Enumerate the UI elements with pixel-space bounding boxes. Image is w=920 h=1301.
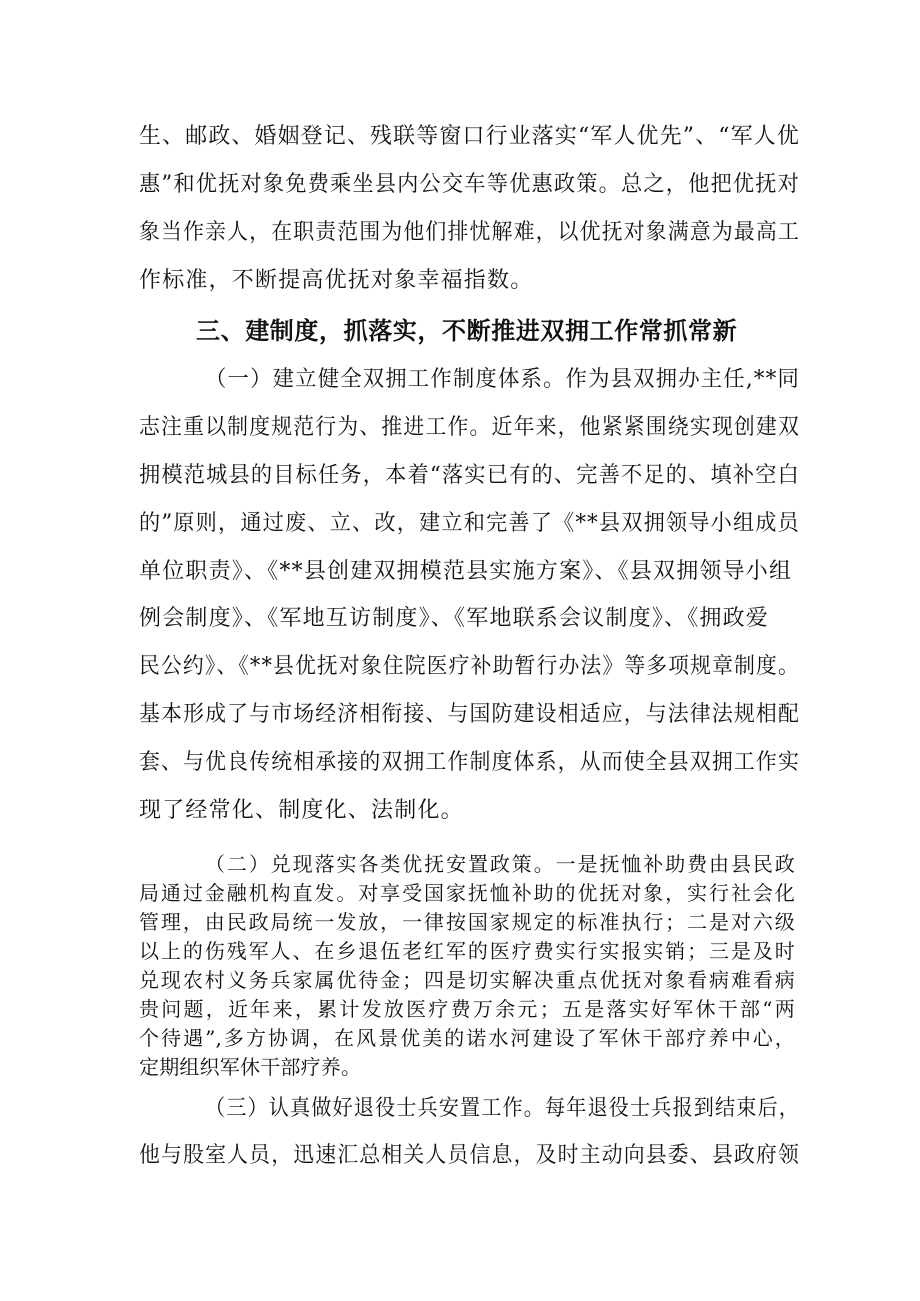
body-text-line: 套、与优良传统相承接的双拥工作制度体系，从而使全县双拥工作实: [139, 750, 801, 775]
body-text-line: 的”原则，通过废、立、改，建立和完善了《**县双拥领导小组成员: [139, 511, 800, 536]
body-text-line: 生、邮政、婚姻登记、残联等窗口行业落实“军人优先”、“军人优: [139, 124, 801, 149]
body-text-line: 以上的伤残军人、在乡退伍老红军的医疗费实行实报实销；三是及时: [139, 939, 795, 963]
body-text-line: 民公约》、《**县优抚对象住院医疗补助暂行办法》等多项规章制度。: [139, 654, 800, 679]
compact-paragraph: [139, 850, 795, 1082]
body-text-line: 象当作亲人，在职责范围为他们排忧解难，以优抚对象满意为最高工: [139, 220, 801, 245]
body-text-line: （三）认真做好退役士兵安置工作。每年退役士兵报到结束后，: [205, 1096, 800, 1121]
body-text-line: 定期组织军休干部疗养。: [139, 1055, 362, 1079]
body-text-line: （二）兑现落实各类优抚安置政策。一是抚恤补助费由县民政: [205, 852, 795, 876]
body-text-line: 单位职责》、《**县创建双拥模范县实施方案》、《县双拥领导小组: [139, 559, 793, 584]
body-text-line: 贵问题，近年来，累计发放医疗费万余元；五是落实好军休干部“两: [139, 997, 795, 1021]
body-text-line: 兑现农村义务兵家属优待金；四是切实解决重点优抚对象看病难看病: [139, 968, 795, 992]
body-text-line: 惠”和优抚对象免费乘坐县内公交车等优惠政策。总之，他把优抚对: [139, 172, 800, 197]
body-text-line: 局通过金融机构直发。对享受国家抚恤补助的优抚对象，实行社会化: [139, 881, 795, 905]
body-text-line: 例会制度》、《军地互访制度》、《军地联系会议制度》、《拥政爱: [139, 606, 770, 631]
body-text-line: 拥模范城县的目标任务，本着“落实已有的、完善不足的、填补空白: [139, 463, 800, 488]
body-text-line: （一）建立健全双拥工作制度体系。作为县双拥办主任,**同: [205, 367, 801, 392]
body-text-line: 志注重以制度规范行为、推进工作。近年来，他紧紧围绕实现创建双: [139, 415, 801, 440]
body-text-line: 他与股室人员，迅速汇总相关人员信息，及时主动向县委、县政府领: [139, 1143, 801, 1168]
body-text-line: 管理，由民政局统一发放，一律按国家规定的标准执行；二是对六级: [139, 910, 795, 934]
body-text-line: 现了经常化、制度化、法制化。: [139, 798, 464, 823]
body-text-line: 基本形成了与市场经济相衔接、与国防建设相适应，与法律法规相配: [139, 702, 801, 727]
section-heading: 三、建制度，抓落实，不断推进双拥工作常抓常新: [196, 317, 738, 345]
body-text-line: 作标准，不断提高优抚对象幸福指数。: [139, 268, 534, 293]
body-text-line: 个待遇”,多方协调，在风景优美的诺水河建设了军休干部疗养中心，: [139, 1026, 795, 1050]
